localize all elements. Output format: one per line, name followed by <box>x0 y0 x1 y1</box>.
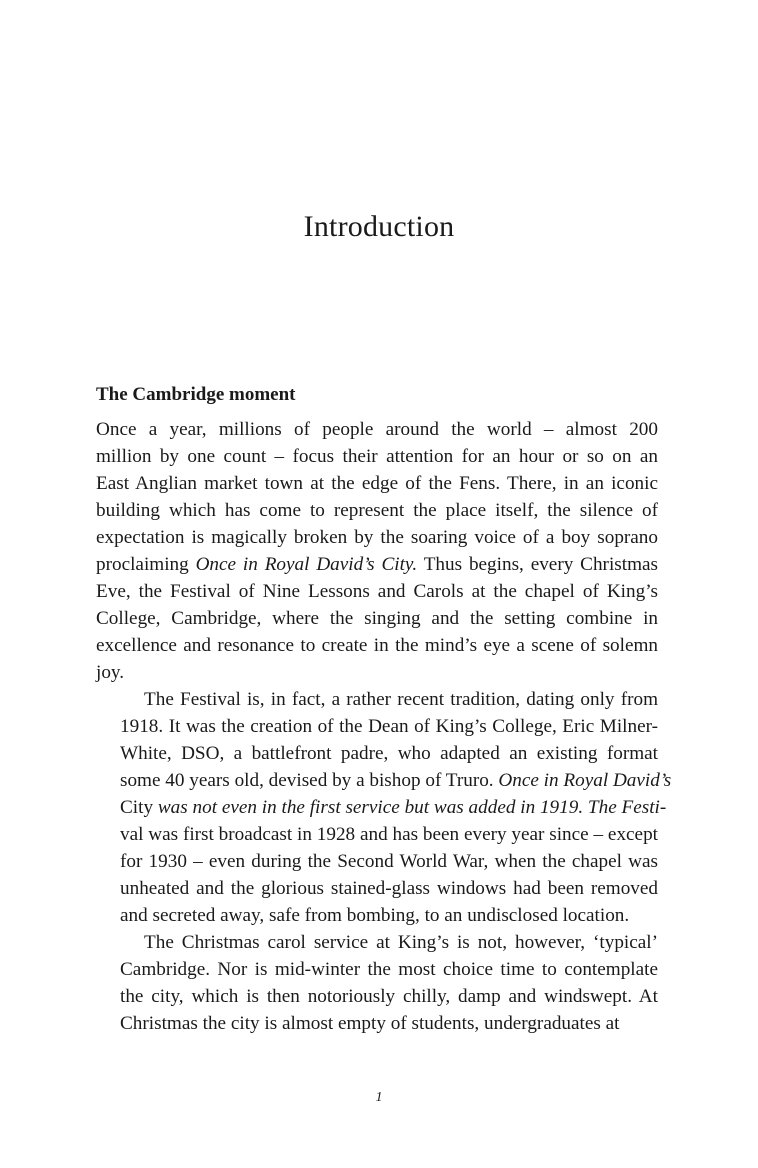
text-line: Once a year, millions of people around the world – almost 200 <box>96 419 658 440</box>
text-line: building which has come to represent the place itself, the silence of <box>96 500 658 521</box>
body-text <box>96 416 672 1037</box>
chapter-title: Introduction <box>303 210 455 243</box>
text-line: The Christmas carol service at King’s is not, however, ‘typical’ <box>144 932 658 953</box>
text-line: the city, which is then notoriously chilly, damp and windswept. At <box>120 986 658 1007</box>
text-line: for 1930 – even during the Second World War, when the chapel was <box>120 851 658 872</box>
text-line: Cambridge. Nor is mid-winter the most choice time to contemplate <box>120 959 658 980</box>
text-line: The Festival is, in fact, a rather recent tradition, dating only from <box>144 689 658 710</box>
text-line: some 40 years old, devised by a bishop of Truro. Once in Royal David’s <box>120 770 672 791</box>
text-line: expectation is magically broken by the soaring voice of a boy soprano <box>96 527 658 548</box>
text-line: Christmas the city is almost empty of students, undergraduates at <box>120 1013 620 1034</box>
text-line: East Anglian market town at the edge of the Fens. There, in an iconic <box>96 473 658 494</box>
text-line: joy. <box>96 662 125 683</box>
paragraph <box>96 929 658 1037</box>
text-line: 1918. It was the creation of the Dean of King’s College, Eric Milner- <box>120 716 658 737</box>
text-line: White, DSO, a battlefront padre, who adapted an existing format <box>120 743 658 764</box>
text-line: val was first broadcast in 1928 and has been every year since – except <box>120 824 658 845</box>
page-number: 1 <box>375 1090 383 1105</box>
text-line: and secreted away, safe from bombing, to an undisclosed location. <box>120 905 630 926</box>
text-line: Eve, the Festival of Nine Lessons and Carols at the chapel of King’s <box>96 581 658 602</box>
paragraph <box>96 416 658 686</box>
paragraph <box>96 686 672 929</box>
text-line: proclaiming Once in Royal David’s City. Thus begins, every Christmas <box>96 554 658 575</box>
text-line: million by one count – focus their attention for an hour or so on an <box>96 446 658 467</box>
text-line: College, Cambridge, where the singing and the setting combine in <box>96 608 658 629</box>
text-line: City was not even in the first service but was added in 1919. The Festi- <box>120 797 667 818</box>
section-heading: The Cambridge moment <box>96 384 296 405</box>
text-line: excellence and resonance to create in the mind’s eye a scene of solemn <box>96 635 658 656</box>
text-line: unheated and the glorious stained-glass windows had been removed <box>120 878 658 899</box>
